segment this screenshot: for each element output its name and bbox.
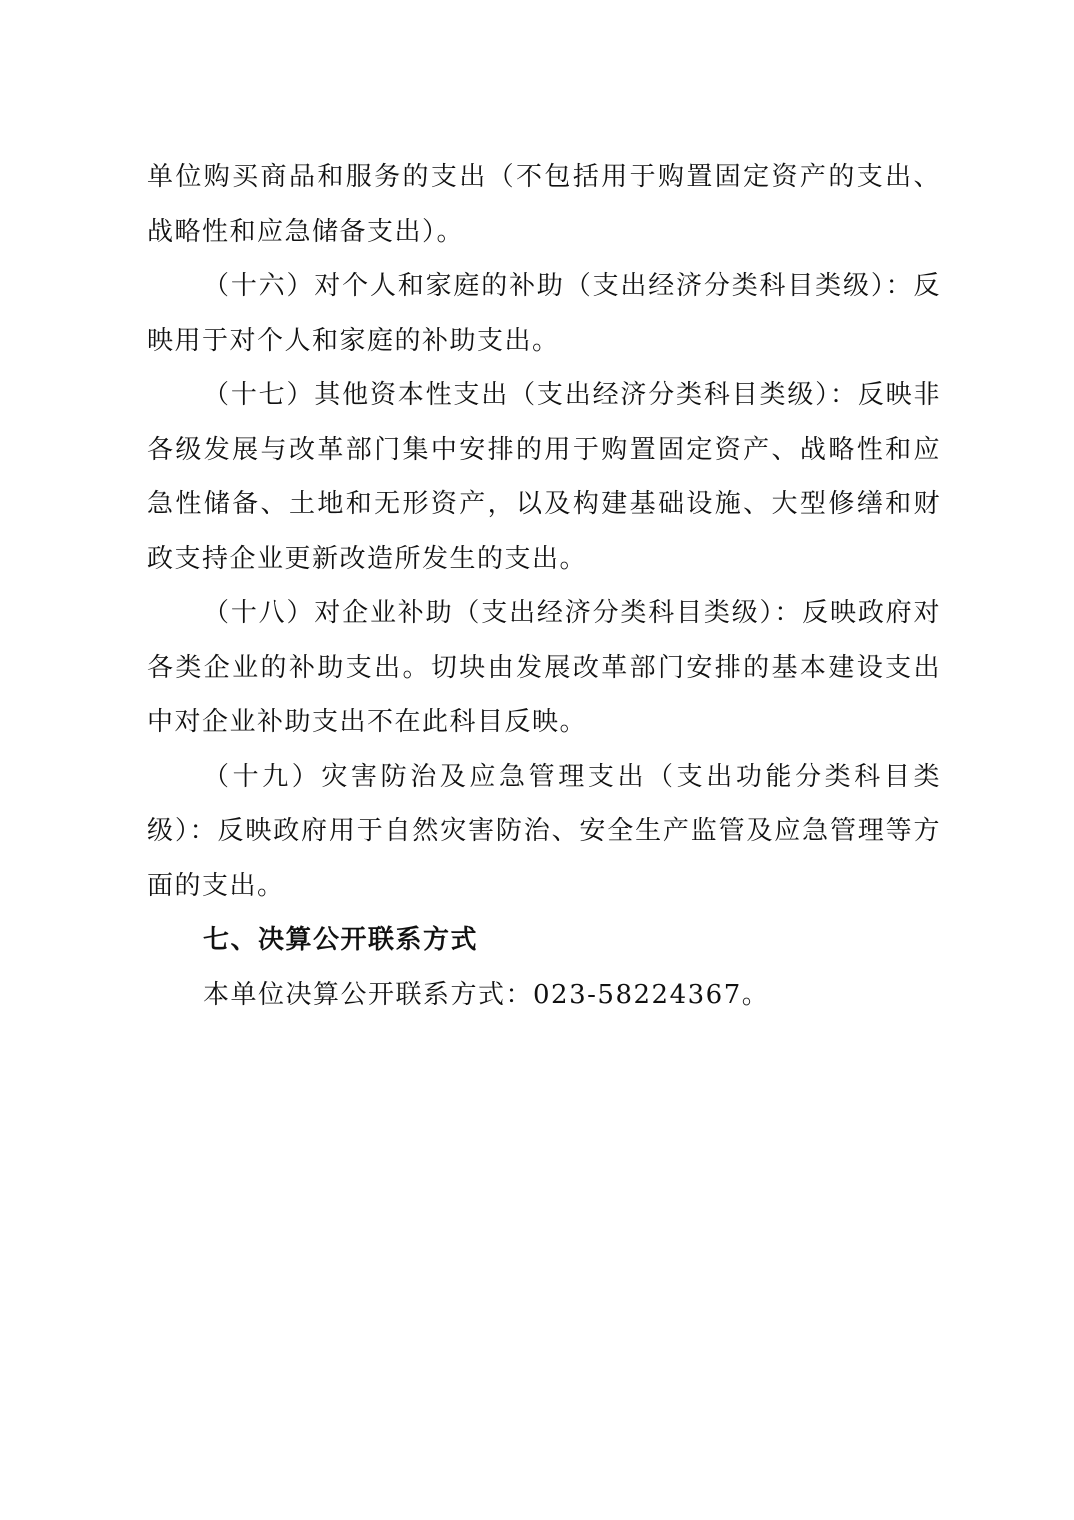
contact-paragraph: 本单位决算公开联系方式：023-58224367。	[203, 979, 770, 1010]
paragraph-item-16: （十六）对个人和家庭的补助（支出经济分类科目类级）：反映用于对个人和家庭的补助支出。	[147, 271, 941, 356]
section-heading: 七、决算公开联系方式	[203, 925, 479, 955]
paragraph-item-18: （十八）对企业补助（支出经济分类科目类级）：反映政府对各类企业的补助支出。切块由发展改革部门安排的基本建设支出中对企业补助支出不在此科目反映。	[147, 598, 941, 737]
paragraph-item-19: （十九）灾害防治及应急管理支出（支出功能分类科目类级）：反映政府用于自然灾害防治、安全生产监管及应急管理等方面的支出。	[147, 761, 941, 901]
paragraph-continuation: 单位购买商品和服务的支出（不包括用于购置固定资产的支出、战略性和应急储备支出）。	[147, 162, 941, 247]
paragraph-item-17: （十七）其他资本性支出（支出经济分类科目类级）：反映非各级发展与改革部门集中安排的用于购置固定资产、战略性和应急性储备、土地和无形资产，以及构建基础设施、大型修缮和财政支持企业更新改造所发生的支出。	[147, 380, 941, 574]
document-body	[147, 150, 941, 1022]
